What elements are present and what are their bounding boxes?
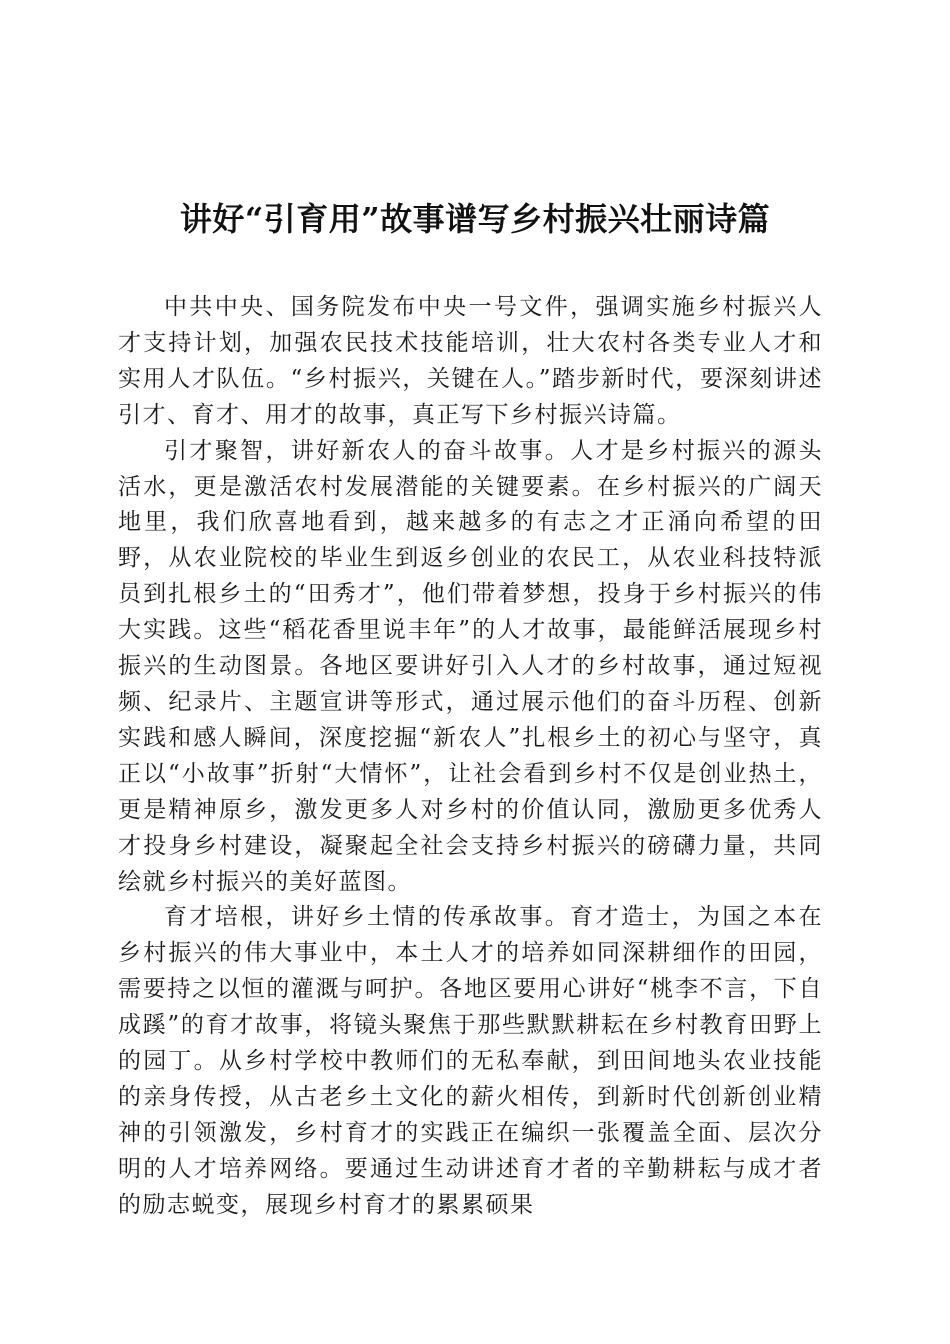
document-title: 讲好“引育用”故事谱写乡村振兴壮丽诗篇	[179, 200, 771, 238]
document-body	[118, 290, 823, 1224]
paragraph: 育才培根，讲好乡土情的传承故事。育才造士，为国之本在乡村振兴的伟大事业中，本土人才的培养如同深耕细作的田园，需要持之以恒的灌溉与呵护。各地区要用心讲好“桃李不言，下自成蹊”的育才故事，将镜头聚焦于那些默默耕耘在乡村教育田野上的园丁。从乡村学校中教师们的无私奉献，到田间地头农业技能的亲身传授，从古老乡土文化的薪火相传，到新时代创新创业精神的引领激发，乡村育才的实践正在编织一张覆盖全面、层次分明的人才培养网络。要通过生动讲述育才者的辛勤耕耘与成才者的励志蜕变，展现乡村育才的累累硕果	[118, 904, 823, 1218]
paragraph: 引才聚智，讲好新农人的奋斗故事。人才是乡村振兴的源头活水，更是激活农村发展潜能的关键要素。在乡村振兴的广阔天地里，我们欣喜地看到，越来越多的有志之才正涌向希望的田野，从农业院校的毕业生到返乡创业的农民工，从农业科技特派员到扎根乡土的“田秀才”，他们带着梦想，投身于乡村振兴的伟大实践。这些“稻花香里说丰年”的人才故事，最能鲜活展现乡村振兴的生动图景。各地区要讲好引入人才的乡村故事，通过短视频、纪录片、主题宣讲等形式，通过展示他们的奋斗历程、创新实践和感人瞬间，深度挖掘“新农人”扎根乡土的初心与坚守，真正以“小故事”折射“大情怀”，让社会看到乡村不仅是创业热土，更是精神原乡，激发更多人对乡村的价值认同，激励更多优秀人才投身乡村建设，凝聚起全社会支持乡村振兴的磅礴力量，共同绘就乡村振兴的美好蓝图。	[118, 437, 823, 895]
paragraph: 中共中央、国务院发布中央一号文件，强调实施乡村振兴人才支持计划，加强农民技术技能培训，壮大农村各类专业人才和实用人才队伍。“乡村振兴，关键在人。”踏步新时代，要深刻讲述引才、育才、用才的故事，真正写下乡村振兴诗篇。	[118, 294, 823, 428]
